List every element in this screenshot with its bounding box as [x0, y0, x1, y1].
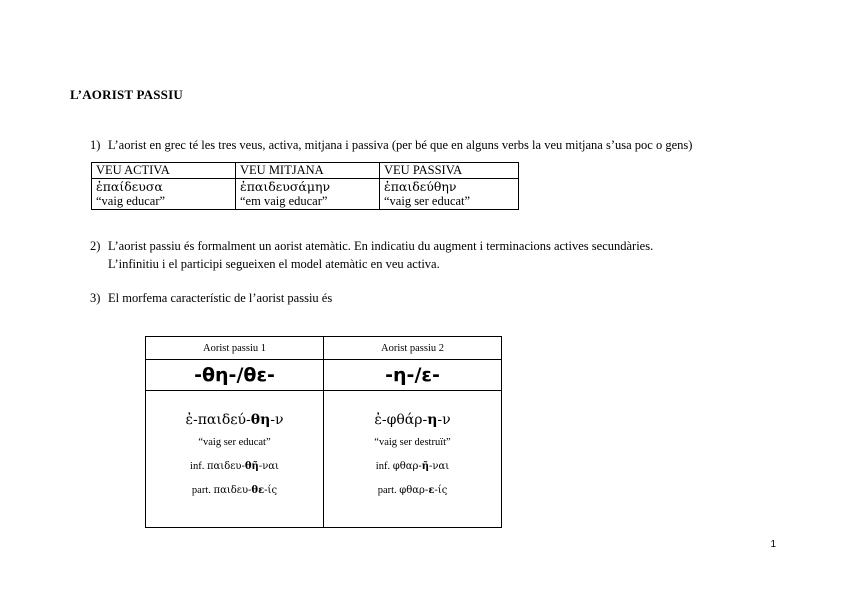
part-2-morpheme: ε [428, 485, 435, 496]
paragraph-1 [90, 137, 692, 154]
morpheme-2: -η-/ε- [324, 360, 502, 391]
page-number: 1 [770, 539, 776, 550]
form-1-stem: ἐ-παιδεύ- [185, 412, 251, 428]
voice-header-active: VEU ACTIVA [92, 163, 236, 179]
voice-translation-passive: “vaig ser educat” [384, 194, 471, 208]
example-form-2 [324, 409, 501, 431]
form-2-morpheme: η [427, 412, 438, 428]
example-row [146, 391, 502, 528]
voice-table [91, 162, 519, 210]
voice-cell-active [92, 179, 236, 210]
example-cell-2 [324, 391, 502, 528]
example-cell-1 [146, 391, 324, 528]
part-1-label: part. [191, 485, 214, 496]
paragraph-2-line-2: L’infinitiu i el participi segueixen el model atemàtic en veu activa. [108, 257, 440, 271]
example-form-1 [146, 409, 323, 431]
morpheme-table [145, 336, 502, 528]
paragraph-3-text: El morfema característic de l’aorist passiu és [108, 291, 333, 305]
voice-greek-active: ἐπαίδευσα [96, 179, 163, 194]
part-2-ending: -ίς [434, 485, 448, 496]
form-1-ending: -ν [270, 412, 284, 428]
morpheme-row [146, 360, 502, 391]
part-1-stem: παιδευ- [213, 485, 252, 496]
voice-greek-middle: ἐπαιδευσάμην [240, 179, 331, 194]
voice-translation-active: “vaig educar” [96, 194, 166, 208]
inf-1-morpheme: θῆ [244, 461, 259, 472]
morpheme-1: -θη-/θε- [146, 360, 324, 391]
part-2-label: part. [377, 485, 400, 496]
paragraph-3-number: 3) [90, 291, 101, 305]
voice-translation-middle: “em vaig educar” [240, 194, 328, 208]
example-infinitive-2 [324, 455, 501, 479]
inf-2-stem: φθαρ- [392, 461, 422, 472]
morpheme-header-1: Aorist passiu 1 [146, 337, 324, 360]
voice-cell-passive [380, 179, 519, 210]
voice-table-header-row [92, 163, 519, 179]
example-translation-1: “vaig ser educat” [198, 437, 271, 448]
form-2-ending: -ν [437, 412, 451, 428]
part-1-ending: -ίς [264, 485, 278, 496]
example-participle-1 [146, 479, 323, 503]
morpheme-header-2: Aorist passiu 2 [324, 337, 502, 360]
paragraph-2 [90, 238, 653, 255]
example-infinitive-1 [146, 455, 323, 479]
example-translation-2: “vaig ser destruït” [374, 437, 451, 448]
voice-table-row [92, 179, 519, 210]
paragraph-1-text: L’aorist en grec té les tres veus, activa, mitjana i passiva (per bé que en alguns verbs la veu mitjana s’usa poc o gens) [108, 138, 693, 152]
example-participle-2 [324, 479, 501, 503]
voice-header-middle: VEU MITJANA [236, 163, 380, 179]
morpheme-header-row [146, 337, 502, 360]
paragraph-2-line-1: L’aorist passiu és formalment un aorist atemàtic. En indicatiu du augment i terminacions actives secundàries. [108, 239, 654, 253]
page-title: L’AORIST PASSIU [70, 87, 183, 102]
inf-2-label: inf. [375, 461, 393, 472]
part-1-morpheme: θε [251, 485, 265, 496]
form-1-morpheme: θη [250, 412, 271, 428]
part-2-stem: φθαρ- [399, 485, 429, 496]
voice-header-passive: VEU PASSIVA [380, 163, 519, 179]
paragraph-1-number: 1) [90, 138, 101, 152]
inf-2-morpheme: ῆ [421, 461, 430, 472]
inf-1-label: inf. [190, 461, 207, 472]
form-2-stem: ἐ-φθάρ- [374, 412, 428, 428]
inf-2-ending: -ναι [429, 461, 450, 472]
inf-1-stem: παιδευ- [206, 461, 245, 472]
paragraph-2-number: 2) [90, 239, 101, 253]
paragraph-3 [90, 290, 332, 307]
voice-greek-passive: ἐπαιδεύθην [384, 179, 457, 194]
inf-1-ending: -ναι [258, 461, 279, 472]
voice-cell-middle [236, 179, 380, 210]
